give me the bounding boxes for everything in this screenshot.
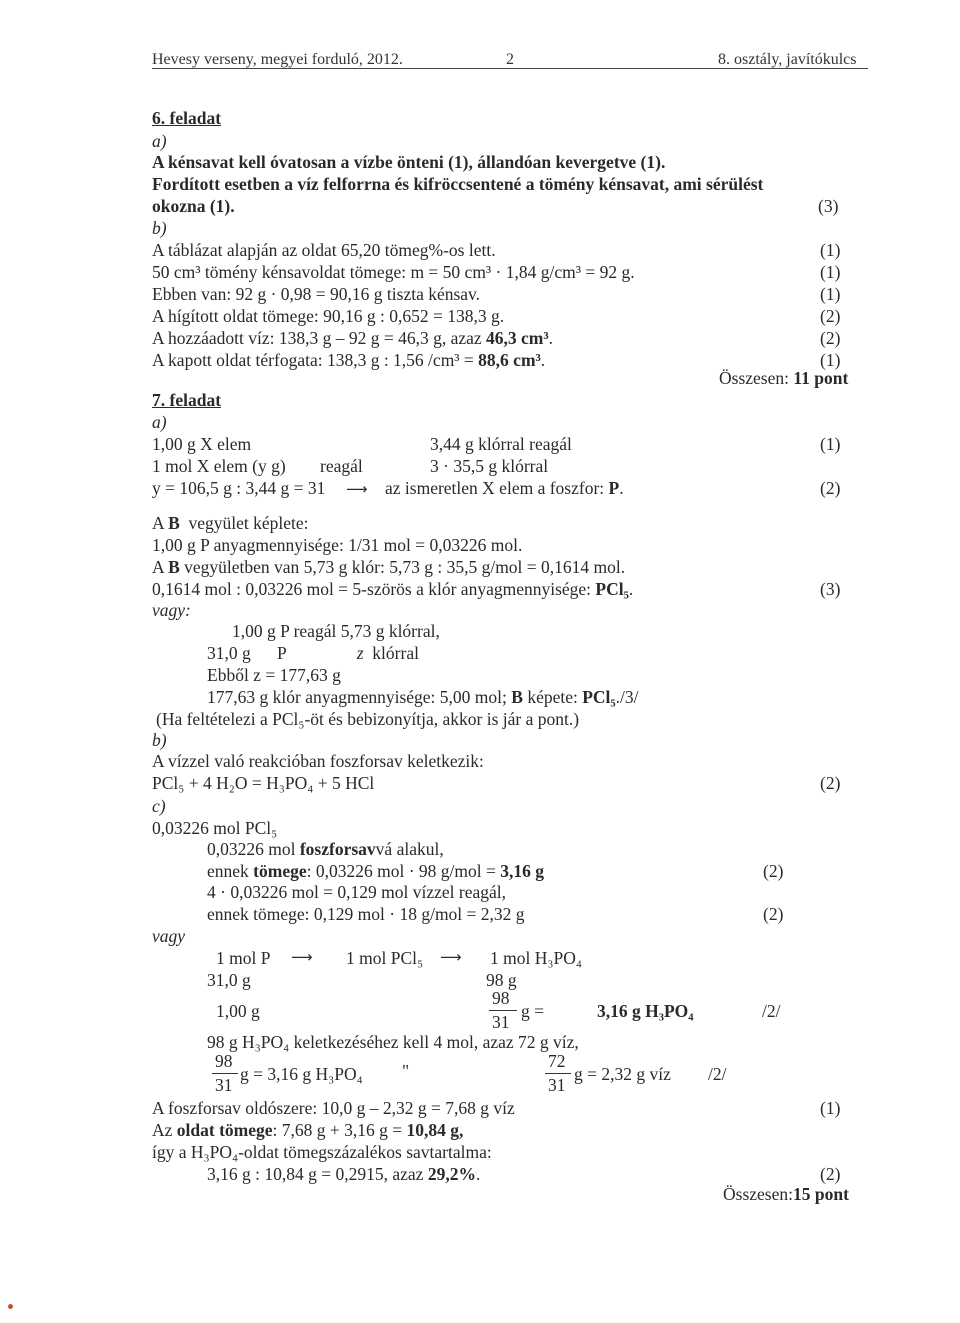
task7-a-r1-right: 3,44 g klórral reagál [430, 434, 572, 454]
task6-b-score: (1) [820, 262, 841, 282]
r3-text: az ismeretlen X elem a foszfor: [385, 478, 605, 498]
task7-e1: A foszforsav oldószere: 10,0 g – 2,32 g = 7,68 g víz [152, 1098, 515, 1118]
task7-f3-score: (3) [820, 579, 841, 599]
task7-s2-b: 98 g [486, 970, 517, 990]
row-bold: 88,6 cm³ [478, 350, 541, 370]
fraction-numerator: 98 [215, 1051, 233, 1071]
task7-v3: Ebből z = 177,63 g [207, 665, 341, 685]
total-points: 11 pont [793, 368, 849, 388]
task7-c1: 0,03226 mol PCl₅ [152, 818, 278, 838]
task7-s3-a: 1,00 g [216, 1001, 260, 1021]
v2-a: 31,0 g [207, 643, 251, 663]
task7-e3: így a H₃PO₄-oldat tömegszázalékos savtartalma: [152, 1142, 492, 1162]
fraction-numerator: 98 [492, 988, 510, 1008]
v4-c: képete: [527, 687, 578, 707]
v4-e: ./3/ [615, 687, 639, 707]
row-text: A hozzáadott víz: 138,3 g – 92 g = 46,3 g, azaz [152, 328, 482, 348]
f2-b: B [168, 557, 180, 577]
e2-a: Az [152, 1120, 173, 1140]
task7-a-r2-left: 1 mol X elem (y g) [152, 456, 286, 476]
e4-text: 3,16 g : 10,84 g = 0,2915, azaz [207, 1164, 424, 1184]
task7-e4 [207, 1163, 480, 1185]
task7-vagy2: vagy [152, 926, 186, 946]
total-prefix: Összesen: [719, 368, 789, 388]
c3-a: ennek [207, 861, 249, 881]
task6-a-line3: okozna (1). [152, 196, 235, 216]
v2-d: klórral [372, 643, 419, 663]
task7-s3-res: 3,16 g H₃PO₄ [597, 1001, 694, 1021]
task7-s1-c: 1 mol H₃PO₄ [490, 948, 582, 968]
ditto-mark: " [402, 1061, 410, 1081]
task6-b-row [152, 327, 553, 349]
task7-s3-score: /2/ [762, 1001, 781, 1021]
c3-c: : 0,03226 mol · 98 g/mol = [306, 861, 496, 881]
task7-c3 [207, 860, 544, 882]
intro-b: B [168, 513, 180, 533]
f3-tail: . [628, 579, 634, 599]
task7-f2 [152, 556, 625, 578]
f3-bold: PCl₅ [595, 579, 629, 599]
header-left: Hevesy verseny, megyei forduló, 2012. [152, 51, 403, 68]
f3-text: 0,1614 mol : 0,03226 mol = 5-szörös a klór anyagmennyisége: [152, 579, 592, 599]
c2-a: 0,03226 mol [207, 839, 296, 859]
task7-c2 [207, 838, 444, 860]
f2-c: vegyületben van 5,73 g klór: 5,73 g : 35,5 g/mol = 0,1614 mol. [184, 557, 626, 577]
row-text: A kapott oldat térfogata: 138,3 g : 1,56 /cm³ = [152, 350, 474, 370]
arrow-glyph: ⟶ [346, 480, 368, 498]
task6-b-score: (2) [820, 328, 841, 348]
task6-b-row [152, 349, 545, 371]
c2-b: foszforsav [299, 839, 376, 859]
e4-tail: . [475, 1164, 481, 1184]
task7-s5-mid: g = 3,16 g H₃PO₄ [240, 1064, 363, 1084]
task7-b1: A vízzel való reakcióban foszforsav keletkezik: [152, 751, 484, 771]
task7-b2-score: (2) [820, 773, 841, 793]
task6-b-score: (1) [820, 350, 841, 370]
task7-c5-score: (2) [763, 904, 784, 924]
arrow-glyph: ⟶ [291, 948, 311, 966]
c3-b: tömege [253, 861, 307, 881]
header-right: 8. osztály, javítókulcs [718, 51, 857, 68]
fraction-bar [212, 1073, 238, 1074]
task6-b-row: Ebben van: 92 g · 0,98 = 90,16 g tiszta kénsav. [152, 284, 481, 304]
task7-vagy1: vagy: [152, 600, 191, 620]
task7-f3 [152, 578, 633, 600]
task7-a-r3-left: y = 106,5 g : 3,44 g = 31 [152, 478, 326, 498]
task6-a-line1: A kénsavat kell óvatosan a vízbe önteni (1), állandóan kevergetve (1). [152, 152, 666, 172]
task7-formula-intro [152, 512, 309, 534]
task7-e2 [152, 1119, 463, 1141]
arrow-icon [346, 477, 368, 500]
task7-s1-a: 1 mol P [216, 948, 271, 968]
fraction-denominator: 31 [492, 1012, 510, 1032]
task7-s5-end: g = 2,32 g víz [574, 1064, 671, 1084]
task7-e4-score: (2) [820, 1164, 841, 1184]
task7-c5: ennek tömege: 0,129 mol · 18 g/mol = 2,32 g [207, 904, 525, 924]
task7-e1-score: (1) [820, 1098, 841, 1118]
task6-b-score: (1) [820, 240, 841, 260]
task7-a-label: a) [152, 412, 167, 432]
arrow-icon [440, 945, 460, 968]
task7-s2-a: 31,0 g [207, 970, 251, 990]
task7-c3-score: (2) [763, 861, 784, 881]
task7-b-label: b) [152, 730, 167, 750]
task7-total [723, 1183, 849, 1205]
task6-a-line2: Fordított esetben a víz felforrna és kifröccsentené a tömény kénsavat, ami sérülést [152, 174, 764, 194]
e2-b: oldat tömege [176, 1120, 273, 1140]
row-tail: . [540, 350, 546, 370]
c2-c: vá alakul, [375, 839, 444, 859]
total-points: 15 pont [792, 1184, 849, 1204]
header-rule [152, 68, 868, 69]
task7-a-r1-left: 1,00 g X elem [152, 434, 252, 454]
task7-a-r1-score: (1) [820, 434, 841, 454]
e2-c: : 7,68 g + 3,16 g = [272, 1120, 403, 1140]
scan-speck [8, 1304, 13, 1309]
task7-c4: 4 · 0,03226 mol = 0,129 mol vízzel reagál, [207, 882, 507, 902]
task7-v1: 1,00 g P reagál 5,73 g klórral, [232, 621, 440, 641]
v2-c: z [356, 643, 364, 663]
total-prefix: Összesen: [723, 1184, 793, 1204]
fraction-bar [489, 1010, 517, 1011]
task7-v4 [207, 686, 639, 708]
task7-a-r3-right [385, 477, 624, 499]
row-tail: . [548, 328, 553, 348]
e2-d: 10,84 g, [406, 1120, 464, 1140]
r3-tail: . [619, 478, 624, 498]
task6-b-label: b) [152, 218, 167, 238]
task6-b-score: (1) [820, 284, 841, 304]
task7-s4: 98 g H₃PO₄ keletkezéséhez kell 4 mol, azaz 72 g víz, [207, 1032, 579, 1052]
r3-bold: P [608, 478, 620, 498]
task7-b2: PCl₅ + 4 H₂O = H₃PO₄ + 5 HCl [152, 773, 375, 793]
task7-a-r2-right: 3 · 35,5 g klórral [430, 456, 549, 476]
v4-text: 177,63 g klór anyagmennyisége: 5,00 mol; [207, 687, 507, 707]
v4-b: B [511, 687, 523, 707]
task7-s3-g: g = [521, 1001, 544, 1021]
intro-a: A [152, 513, 164, 533]
header-page-number: 2 [506, 51, 514, 68]
task7-a-r3-score: (2) [820, 478, 841, 498]
task7-c-label: c) [152, 796, 166, 816]
intro-c: vegyület képlete: [188, 513, 309, 533]
task6-b-row: 50 cm³ tömény kénsavoldat tömege: m = 50 cm³ · 1,84 g/cm³ = 92 g. [152, 262, 635, 282]
task7-a-r2-mid: reagál [320, 456, 363, 476]
fraction-denominator: 31 [215, 1075, 233, 1095]
task7-s1-b: 1 mol PCl₅ [346, 948, 424, 968]
v2-b: P [277, 643, 287, 663]
task7-s5-score: /2/ [708, 1064, 727, 1084]
task7-title: 7. feladat [152, 390, 222, 410]
task6-b-score: (2) [820, 306, 841, 326]
fraction-bar [545, 1073, 571, 1074]
task6-a-score: (3) [818, 196, 839, 216]
fraction-denominator: 31 [548, 1075, 566, 1095]
f2-a: A [152, 557, 164, 577]
task6-a-label: a) [152, 131, 167, 151]
e4-bold: 29,2% [427, 1164, 476, 1184]
task7-f1: 1,00 g P anyagmennyisége: 1/31 mol = 0,03226 mol. [152, 535, 523, 555]
c3-d: 3,16 g [500, 861, 544, 881]
task6-b-row: A hígított oldat tömege: 90,16 g : 0,652 = 138,3 g. [152, 306, 505, 326]
row-bold: 46,3 cm³ [486, 328, 549, 348]
task6-title: 6. feladat [152, 108, 222, 128]
arrow-icon [291, 945, 311, 968]
arrow-glyph: ⟶ [440, 948, 460, 966]
task7-v2 [207, 642, 419, 664]
task7-v5: (Ha feltételezi a PCl₅-öt és bebizonyítja, akkor is jár a pont.) [156, 709, 580, 729]
task6-b-row: A táblázat alapján az oldat 65,20 tömeg%-os lett. [152, 240, 496, 260]
v4-d: PCl₅ [582, 687, 616, 707]
task6-total [719, 367, 848, 389]
fraction-numerator: 72 [548, 1051, 566, 1071]
